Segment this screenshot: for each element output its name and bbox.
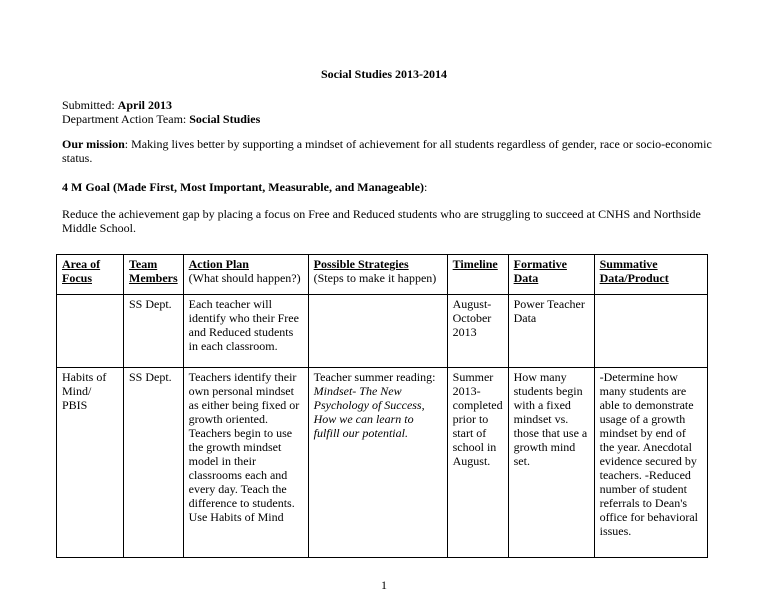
mission-text: : Making lives better by supporting a mindset of achievement for all students regardless of gender, race or socio-economic status. (62, 137, 712, 165)
goal-text: Reduce the achievement gap by placing a focus on Free and Reduced students who are struggling to succeed at CNHS and Northside Middle School. (62, 207, 701, 235)
cell-action: Teachers identify their own personal mindset as either being fixed or growth oriented. Teachers begin to use the growth mindset model in their classrooms each and every day. Teach the difference to students. Use Habits of Mind (183, 368, 308, 558)
submitted-value: April 2013 (117, 98, 173, 112)
action-table (56, 254, 708, 558)
cell-timeline: Summer 2013-completed prior to start of school in August. (447, 368, 508, 558)
table-header-row (57, 255, 708, 295)
header-summative: Summative Data/Product (594, 255, 707, 295)
submitted-label: Submitted: (62, 98, 115, 112)
team-value: Social Studies (189, 112, 261, 126)
cell-formative: How many students begin with a fixed mindset vs. those that use a growth mind set. (508, 368, 594, 558)
header-action-title: Action Plan (188, 257, 249, 271)
cell-summative (594, 295, 707, 368)
team-line (62, 112, 722, 126)
cell-summative: -Determine how many students are able to demonstrate usage of a growth mindset by end of the year. Anecdotal evidence secured by teachers. -Reduced number of student referrals to Dean's office for behavioral issues. (594, 368, 707, 558)
header-team: Team Members (124, 255, 184, 295)
header-area: Area of Focus (57, 255, 124, 295)
cell-team: SS Dept. (124, 368, 184, 558)
table-row (57, 368, 708, 558)
page-number: 1 (381, 578, 387, 592)
goal-colon: : (423, 180, 428, 194)
header-formative: Formative Data (508, 255, 594, 295)
goal-heading: 4 M Goal (Made First, Most Important, Measurable, and Manageable) (62, 180, 424, 194)
cell-team: SS Dept. (124, 295, 184, 368)
submitted-line (62, 98, 722, 112)
header-strategies-sub: (Steps to make it happen) (313, 271, 437, 285)
header-timeline: Timeline (447, 255, 508, 295)
cell-action: Each teacher will identify who their Free and Reduced students in each classroom. (183, 295, 308, 368)
goal-heading-line (62, 180, 722, 194)
table-row (57, 295, 708, 368)
header-action (183, 255, 308, 295)
team-label: Department Action Team: (62, 112, 187, 126)
cell-strategies (308, 368, 447, 558)
strategies-prefix: Teacher summer reading: (313, 370, 436, 384)
cell-strategies (308, 295, 447, 368)
cell-area (57, 295, 124, 368)
page-title: Social Studies 2013-2014 (320, 67, 447, 81)
header-action-sub: (What should happen?) (188, 271, 301, 285)
mission-label: Our mission (62, 137, 125, 151)
cell-timeline: August-October 2013 (447, 295, 508, 368)
header-strategies-title: Possible Strategies (313, 257, 409, 271)
cell-formative: Power Teacher Data (508, 295, 594, 368)
cell-area: Habits of Mind/ PBIS (57, 368, 124, 558)
strategies-book-title: Mindset- The New Psychology of Success, How we can learn to fulfill our potential. (313, 384, 425, 440)
mission-paragraph (62, 137, 712, 165)
header-strategies (308, 255, 447, 295)
